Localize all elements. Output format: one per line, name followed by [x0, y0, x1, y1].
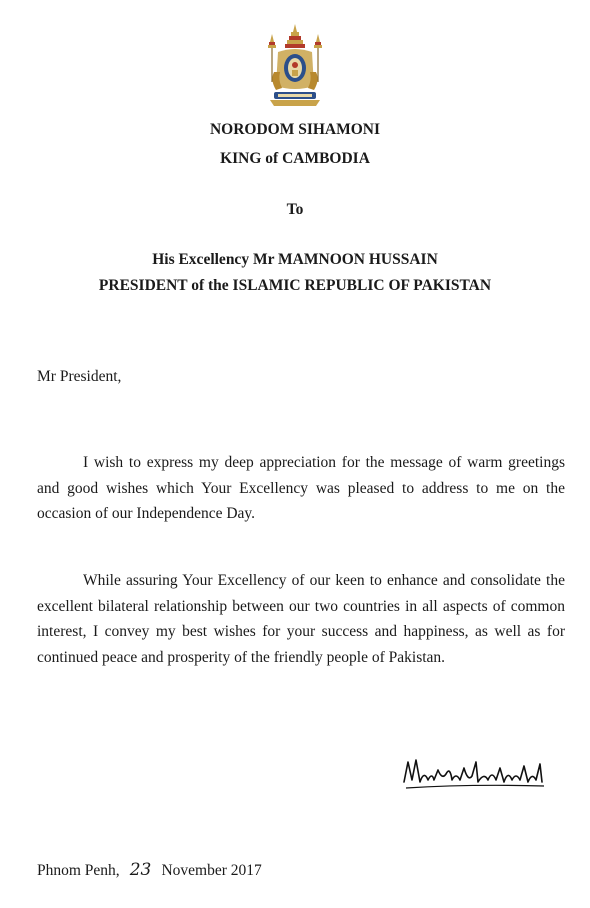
sender-name: NORODOM SIHAMONI [209, 121, 381, 138]
closing-day: 23 [129, 860, 152, 880]
royal-arms-of-cambodia-icon [264, 22, 326, 108]
signature [400, 752, 550, 794]
closing-place: Phnom Penh, [37, 862, 120, 879]
sender-title: KING of CAMBODIA [220, 150, 370, 167]
closing-date-line [37, 860, 262, 880]
recipient-title: PRESIDENT of the ISLAMIC REPUBLIC OF PAKISTAN [98, 277, 492, 294]
recipient-name: His Excellency Mr MAMNOON HUSSAIN [152, 251, 438, 268]
to-label: To [286, 201, 304, 218]
closing-month-year: November 2017 [161, 862, 262, 879]
paragraph: While assuring Your Excellency of our keen to enhance and consolidate the excellent bilateral relationship between our two countries in all aspects of common interest, I convey my best wishes for your success and happiness, as well as for continued peace and prosperity of the friendly people of Pakistan. [37, 572, 565, 666]
salutation: Mr President, [37, 368, 122, 385]
paragraph: I wish to express my deep appreciation for the message of warm greetings and good wishes which Your Excellency was pleased to address to me on the occasion of our Independence Day. [37, 454, 565, 522]
